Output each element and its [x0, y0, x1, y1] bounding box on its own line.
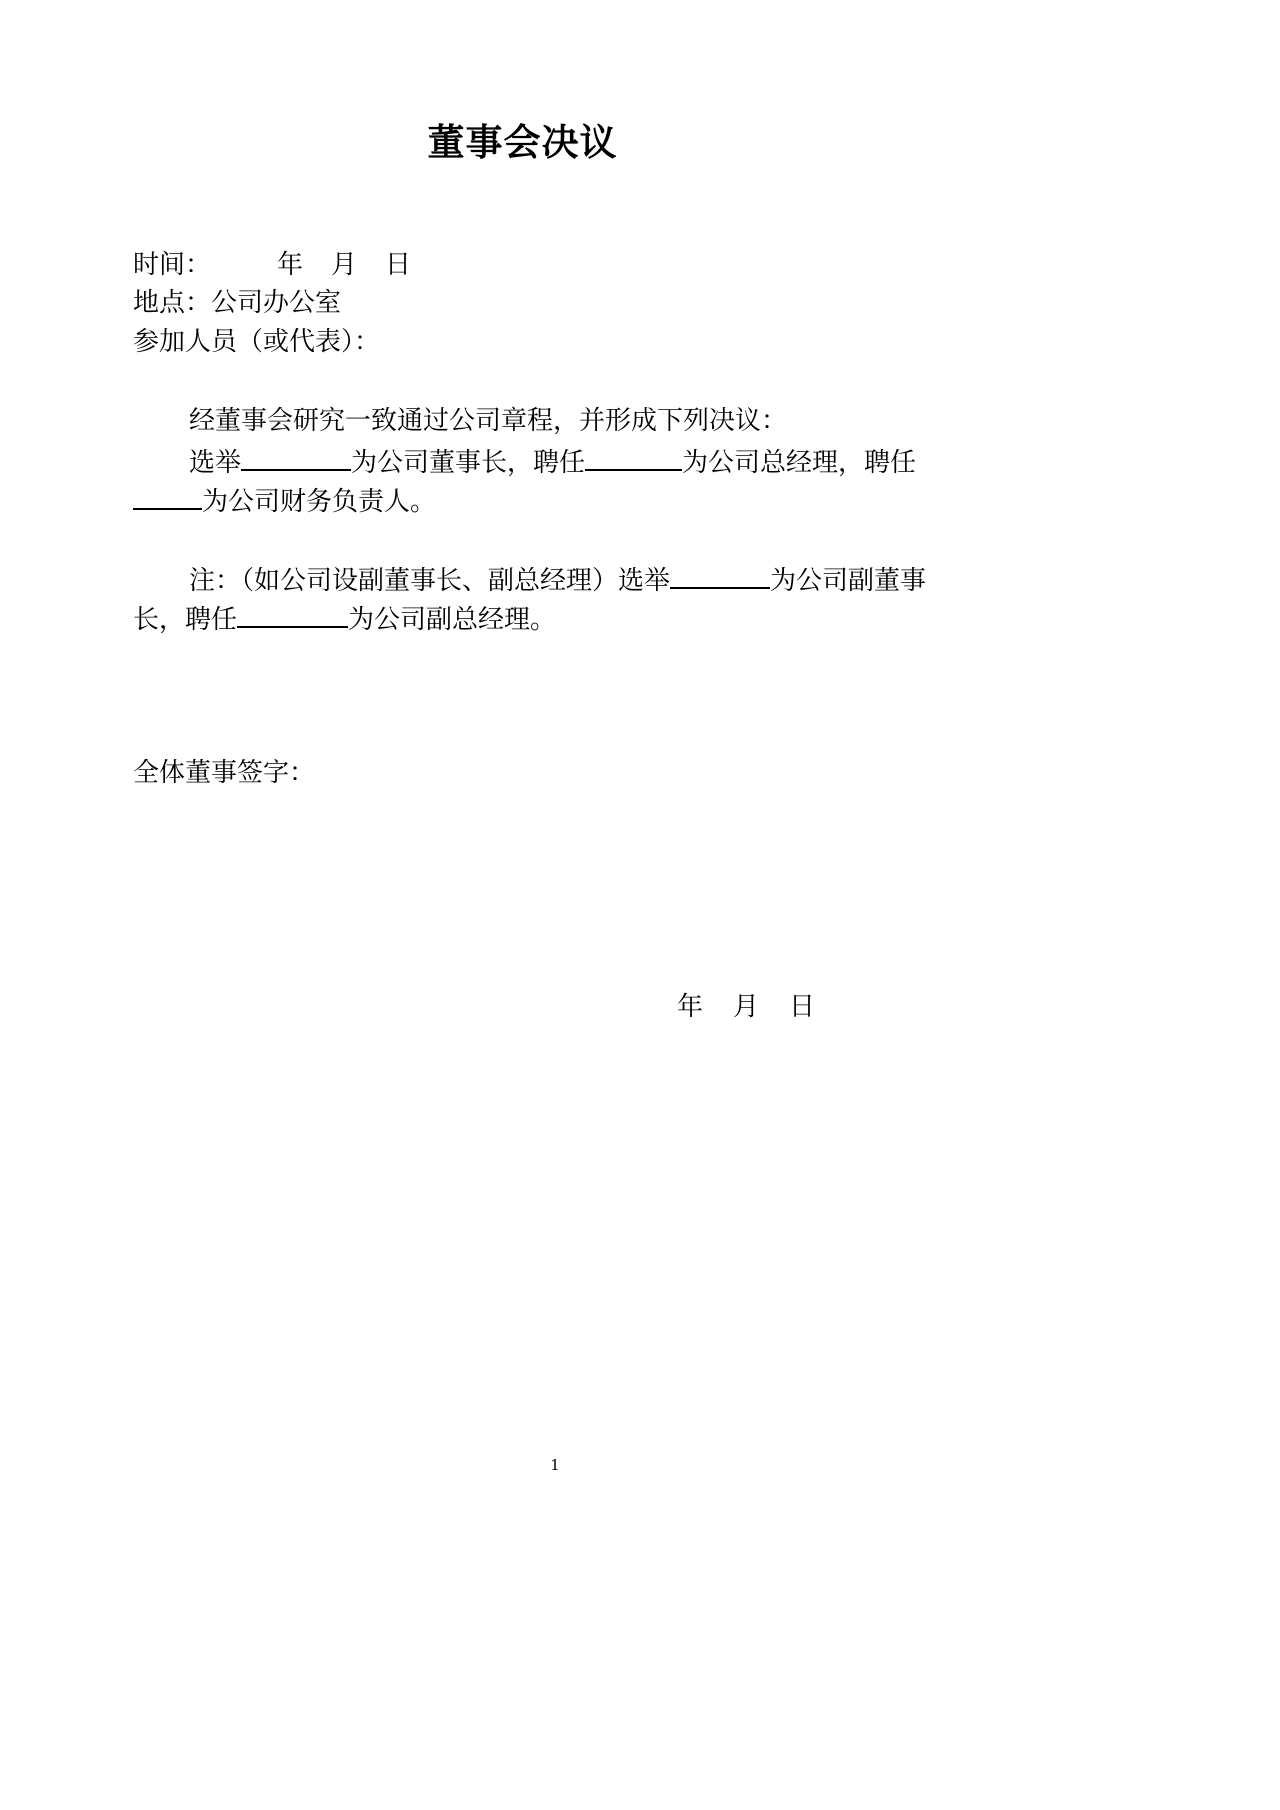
election-part3: 为公司总经理，聘任: [682, 448, 917, 478]
election-part1: 选举: [189, 448, 242, 478]
attendees-label: 参加人员（或代表）：: [133, 327, 381, 357]
sign-day: 日: [789, 992, 816, 1022]
location-line: [133, 285, 341, 321]
document-title: 董事会决议: [427, 121, 618, 164]
location-label: 地点：: [133, 288, 212, 318]
election-part2: 为公司董事长，聘任: [351, 448, 586, 478]
vice-chairman-blank[interactable]: [670, 560, 770, 589]
time-label: 时间：: [133, 250, 212, 280]
note-part4: 为公司副总经理。: [348, 605, 557, 635]
general-manager-blank[interactable]: [585, 442, 682, 471]
election-line-2: [133, 481, 436, 520]
page-number: 1: [550, 1456, 560, 1474]
election-line-1: [189, 442, 916, 481]
note-line-1: [189, 560, 926, 599]
vice-manager-blank[interactable]: [237, 599, 348, 628]
note-part3: 长，聘任: [133, 605, 238, 635]
time-line: [133, 247, 411, 283]
election-part4: 为公司财务负责人。: [202, 487, 437, 517]
attendees-line: [133, 324, 380, 360]
chairman-blank[interactable]: [241, 442, 351, 471]
sign-year: 年: [677, 992, 704, 1022]
sign-date: [677, 989, 815, 1025]
resolution-intro: 经董事会研究一致通过公司章程，并形成下列决议：: [189, 406, 788, 436]
time-year: 年: [277, 250, 304, 280]
sign-month: 月: [733, 992, 760, 1022]
note-line-2: [133, 599, 556, 638]
time-day: 日: [385, 250, 412, 280]
note-part2: 为公司副董事: [770, 566, 927, 596]
note-part1: 注：（如公司设副董事长、副总经理）选举: [189, 566, 671, 596]
finance-head-blank[interactable]: [133, 481, 202, 510]
signature-label: 全体董事签字：: [133, 758, 316, 788]
location-value: 公司办公室: [211, 288, 342, 318]
time-month: 月: [331, 250, 358, 280]
